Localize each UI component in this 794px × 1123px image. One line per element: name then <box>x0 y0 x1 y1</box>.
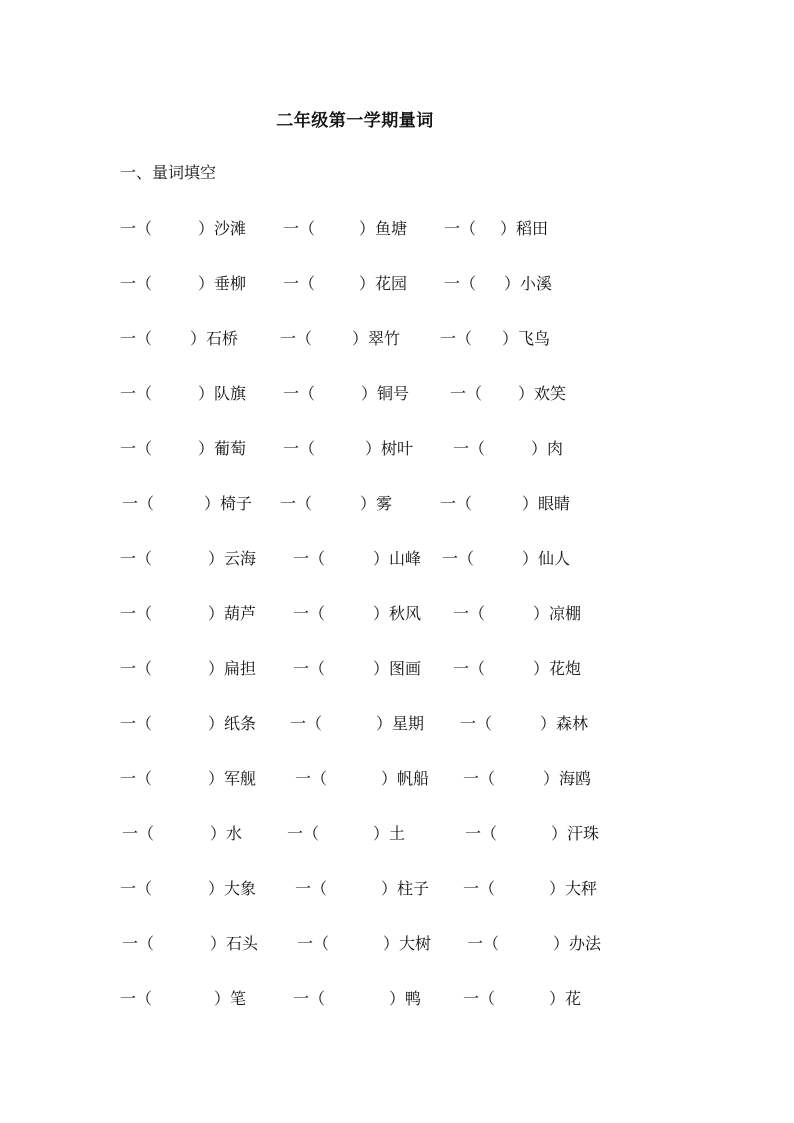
item-noun: 大秤 <box>565 879 598 898</box>
item-noun: 葫芦 <box>224 604 257 623</box>
item-prefix: 一（ <box>280 329 313 348</box>
item-close-paren: ） <box>190 329 207 348</box>
item-noun: 大树 <box>399 934 432 953</box>
item-close-paren: ） <box>373 549 390 568</box>
item-close-paren: ） <box>198 274 215 293</box>
item-prefix: 一（ <box>444 274 477 293</box>
measure-word-item <box>293 546 421 569</box>
item-noun: 翠竹 <box>368 329 401 348</box>
item-prefix: 一（ <box>283 439 316 458</box>
list-item <box>0 436 794 462</box>
item-close-paren: ） <box>551 824 568 843</box>
item-close-paren: ） <box>549 879 566 898</box>
list-item <box>0 216 794 242</box>
item-close-paren: ） <box>214 989 231 1008</box>
item-close-paren: ） <box>381 879 398 898</box>
item-prefix: 一（ <box>287 824 320 843</box>
item-prefix: 一（ <box>290 714 323 733</box>
item-noun: 鱼塘 <box>375 219 408 238</box>
item-close-paren: ） <box>533 604 550 623</box>
item-close-paren: ） <box>543 769 560 788</box>
item-prefix: 一（ <box>463 989 496 1008</box>
list-item <box>0 766 794 792</box>
measure-word-item <box>122 491 252 514</box>
item-close-paren: ） <box>500 219 517 238</box>
measure-word-item <box>453 436 563 459</box>
list-item <box>0 876 794 902</box>
item-noun: 扁担 <box>224 659 257 678</box>
item-noun: 鸭 <box>405 989 422 1008</box>
item-noun: 海鸥 <box>559 769 592 788</box>
measure-word-item <box>297 931 431 954</box>
item-prefix: 一（ <box>120 274 153 293</box>
item-prefix: 一（ <box>280 494 313 513</box>
item-close-paren: ） <box>376 714 393 733</box>
item-close-paren: ） <box>208 879 225 898</box>
measure-word-item <box>120 656 256 679</box>
measure-word-item <box>467 931 601 954</box>
measure-word-item <box>290 711 424 734</box>
item-noun: 铜号 <box>377 384 410 403</box>
item-prefix: 一（ <box>122 494 155 513</box>
measure-word-item <box>122 821 242 844</box>
item-close-paren: ） <box>204 494 221 513</box>
measure-word-item <box>287 821 405 844</box>
item-close-paren: ） <box>373 659 390 678</box>
item-prefix: 一（ <box>122 934 155 953</box>
item-prefix: 一（ <box>293 604 326 623</box>
item-close-paren: ） <box>208 659 225 678</box>
measure-word-item <box>120 381 246 404</box>
item-prefix: 一（ <box>120 384 153 403</box>
page-title: 二年级第一学期量词 <box>276 111 434 131</box>
list-item <box>0 271 794 297</box>
item-prefix: 一（ <box>453 604 486 623</box>
item-close-paren: ） <box>361 384 378 403</box>
item-close-paren: ） <box>198 439 215 458</box>
item-prefix: 一（ <box>440 494 473 513</box>
item-noun: 雾 <box>376 494 393 513</box>
measure-word-item <box>120 876 256 899</box>
item-close-paren: ） <box>531 439 548 458</box>
item-noun: 军舰 <box>224 769 257 788</box>
item-close-paren: ） <box>208 714 225 733</box>
item-prefix: 一（ <box>444 219 477 238</box>
item-prefix: 一（ <box>295 879 328 898</box>
measure-word-item <box>283 381 409 404</box>
measure-word-item <box>293 656 421 679</box>
item-noun: 凉棚 <box>549 604 582 623</box>
item-close-paren: ） <box>365 439 382 458</box>
item-close-paren: ） <box>373 604 390 623</box>
measure-word-item <box>293 986 421 1009</box>
measure-word-item <box>442 546 570 569</box>
measure-word-item <box>120 436 246 459</box>
item-noun: 办法 <box>569 934 602 953</box>
item-prefix: 一（ <box>120 659 153 678</box>
item-prefix: 一（ <box>453 439 486 458</box>
item-prefix: 一（ <box>463 879 496 898</box>
item-noun: 笔 <box>230 989 247 1008</box>
section-heading: 一、量词填空 <box>120 163 217 182</box>
measure-word-item <box>444 271 552 294</box>
item-prefix: 一（ <box>120 989 153 1008</box>
item-close-paren: ） <box>381 769 398 788</box>
item-prefix: 一（ <box>460 714 493 733</box>
list-item <box>0 656 794 682</box>
item-close-paren: ） <box>522 494 539 513</box>
item-prefix: 一（ <box>293 989 326 1008</box>
measure-word-item <box>283 216 407 239</box>
measure-word-item <box>120 986 246 1009</box>
item-close-paren: ） <box>352 329 369 348</box>
item-prefix: 一（ <box>120 604 153 623</box>
item-noun: 椅子 <box>220 494 253 513</box>
list-item <box>0 711 794 737</box>
item-close-paren: ） <box>389 989 406 1008</box>
measure-word-item <box>463 876 597 899</box>
item-close-paren: ） <box>198 219 215 238</box>
item-prefix: 一（ <box>120 879 153 898</box>
item-noun: 石桥 <box>206 329 239 348</box>
item-noun: 仙人 <box>538 549 571 568</box>
measure-word-item <box>120 766 256 789</box>
item-close-paren: ） <box>502 329 519 348</box>
item-noun: 星期 <box>392 714 425 733</box>
item-prefix: 一（ <box>293 549 326 568</box>
item-prefix: 一（ <box>120 219 153 238</box>
item-close-paren: ） <box>360 494 377 513</box>
item-close-paren: ） <box>210 934 227 953</box>
measure-word-item <box>440 491 570 514</box>
measure-word-item <box>122 931 258 954</box>
item-prefix: 一（ <box>295 769 328 788</box>
item-noun: 肉 <box>547 439 564 458</box>
item-noun: 图画 <box>389 659 422 678</box>
measure-word-item <box>440 326 550 349</box>
item-close-paren: ） <box>518 384 535 403</box>
measure-word-item <box>120 271 246 294</box>
measure-word-item <box>293 601 421 624</box>
item-close-paren: ） <box>359 219 376 238</box>
item-prefix: 一（ <box>120 329 153 348</box>
item-prefix: 一（ <box>283 274 316 293</box>
item-close-paren: ） <box>383 934 400 953</box>
list-item <box>0 931 794 957</box>
item-noun: 汗珠 <box>567 824 600 843</box>
measure-word-item <box>465 821 599 844</box>
item-noun: 飞鸟 <box>518 329 551 348</box>
item-prefix: 一（ <box>120 439 153 458</box>
item-noun: 秋风 <box>389 604 422 623</box>
item-prefix: 一（ <box>453 659 486 678</box>
item-noun: 云海 <box>224 549 257 568</box>
item-close-paren: ） <box>208 549 225 568</box>
item-noun: 水 <box>226 824 243 843</box>
item-prefix: 一（ <box>283 384 316 403</box>
item-prefix: 一（ <box>467 934 500 953</box>
item-close-paren: ） <box>373 824 390 843</box>
item-prefix: 一（ <box>283 219 316 238</box>
measure-word-item <box>295 766 429 789</box>
item-close-paren: ） <box>553 934 570 953</box>
item-noun: 树叶 <box>381 439 414 458</box>
measure-word-item <box>120 216 246 239</box>
item-close-paren: ） <box>198 384 215 403</box>
item-close-paren: ） <box>522 549 539 568</box>
measure-word-item <box>283 271 407 294</box>
measure-word-item <box>295 876 429 899</box>
item-prefix: 一（ <box>442 549 475 568</box>
item-prefix: 一（ <box>122 824 155 843</box>
item-noun: 稻田 <box>516 219 549 238</box>
item-noun: 垂柳 <box>214 274 247 293</box>
item-close-paren: ） <box>533 659 550 678</box>
item-prefix: 一（ <box>120 769 153 788</box>
item-prefix: 一（ <box>450 384 483 403</box>
measure-word-item <box>120 711 256 734</box>
item-noun: 帆船 <box>397 769 430 788</box>
item-noun: 小溪 <box>520 274 553 293</box>
item-noun: 石头 <box>226 934 259 953</box>
measure-word-item <box>120 601 256 624</box>
item-prefix: 一（ <box>293 659 326 678</box>
item-prefix: 一（ <box>440 329 473 348</box>
measure-word-item <box>460 711 588 734</box>
item-prefix: 一（ <box>463 769 496 788</box>
item-noun: 花炮 <box>549 659 582 678</box>
measure-word-item <box>453 601 581 624</box>
item-prefix: 一（ <box>465 824 498 843</box>
item-noun: 森林 <box>556 714 589 733</box>
item-noun: 山峰 <box>389 549 422 568</box>
measure-word-item <box>280 491 392 514</box>
list-item <box>0 821 794 847</box>
measure-word-item <box>280 326 400 349</box>
item-noun: 沙滩 <box>214 219 247 238</box>
item-close-paren: ） <box>540 714 557 733</box>
item-noun: 大象 <box>224 879 257 898</box>
item-prefix: 一（ <box>120 549 153 568</box>
item-noun: 纸条 <box>224 714 257 733</box>
measure-word-item <box>120 326 238 349</box>
item-close-paren: ） <box>549 989 566 1008</box>
list-item <box>0 491 794 517</box>
item-close-paren: ） <box>210 824 227 843</box>
item-close-paren: ） <box>359 274 376 293</box>
item-noun: 眼睛 <box>538 494 571 513</box>
measure-word-item <box>463 766 591 789</box>
item-close-paren: ） <box>208 604 225 623</box>
measure-word-item <box>283 436 413 459</box>
list-item <box>0 381 794 407</box>
item-noun: 队旗 <box>214 384 247 403</box>
list-item <box>0 986 794 1012</box>
item-prefix: 一（ <box>120 714 153 733</box>
item-noun: 欢笑 <box>534 384 567 403</box>
item-noun: 花园 <box>375 274 408 293</box>
list-item <box>0 546 794 572</box>
measure-word-item <box>444 216 548 239</box>
item-noun: 葡萄 <box>214 439 247 458</box>
measure-word-item <box>120 546 256 569</box>
item-close-paren: ） <box>208 769 225 788</box>
list-item <box>0 601 794 627</box>
measure-word-item <box>463 986 581 1009</box>
item-close-paren: ） <box>504 274 521 293</box>
measure-word-item <box>450 381 566 404</box>
list-item <box>0 326 794 352</box>
item-prefix: 一（ <box>297 934 330 953</box>
item-noun: 土 <box>389 824 406 843</box>
item-noun: 花 <box>565 989 582 1008</box>
item-noun: 柱子 <box>397 879 430 898</box>
measure-word-item <box>453 656 581 679</box>
